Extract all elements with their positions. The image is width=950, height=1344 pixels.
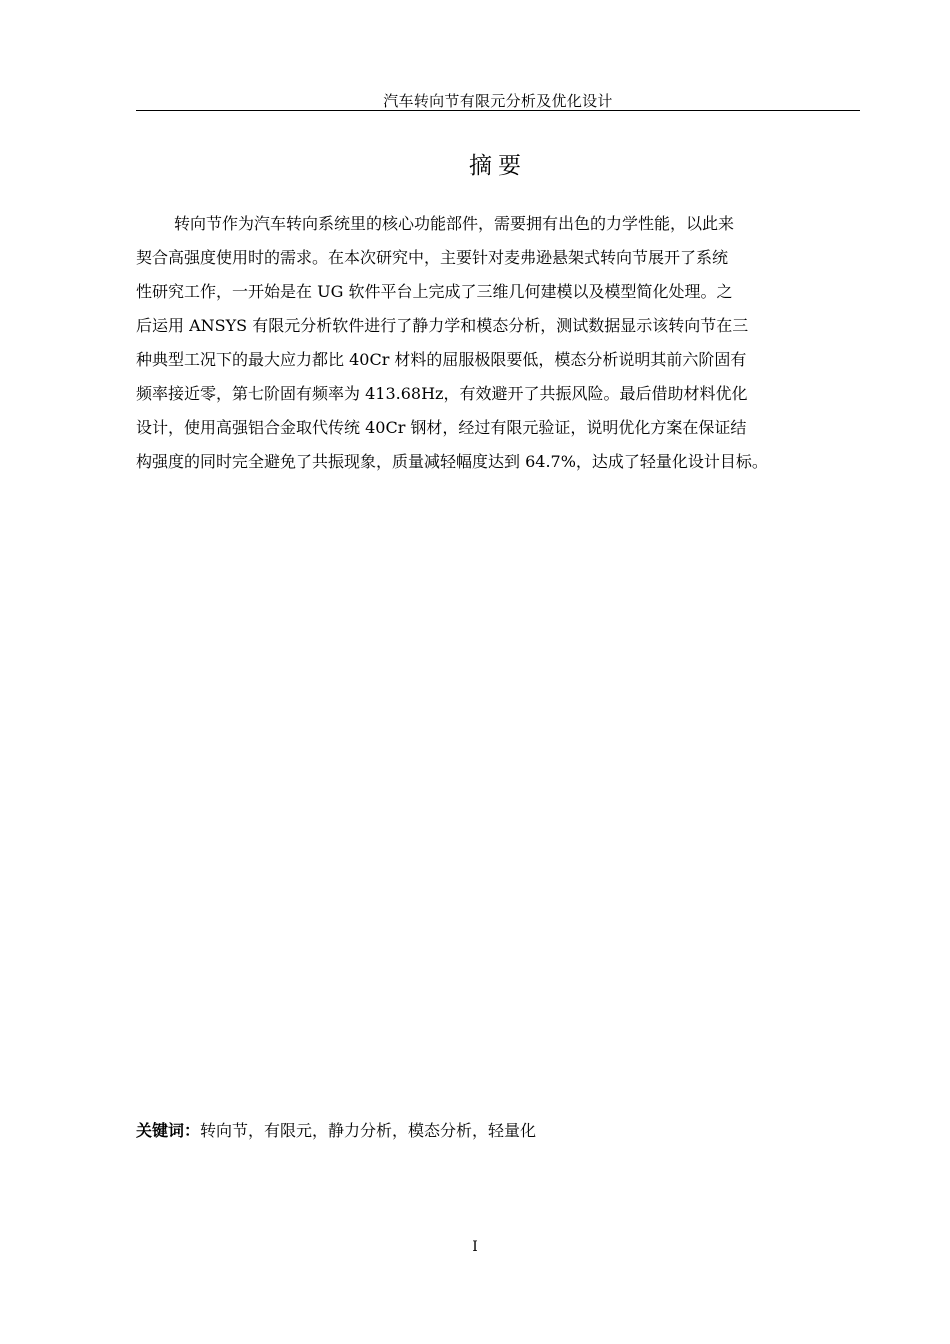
keywords-text: 转向节，有限元，静力分析，模态分析，轻量化 (200, 1121, 537, 1140)
abstract-line: 设计，使用高强铝合金取代传统 40Cr 钢材，经过有限元验证，说明优化方案在保证结 (136, 418, 747, 437)
abstract-body (136, 207, 866, 479)
keywords-line (136, 1118, 536, 1144)
keywords-label: 关键词： (136, 1121, 201, 1140)
abstract-line: 性研究工作，一开始是在 UG 软件平台上完成了三维几何建模以及模型简化处理。之 (136, 282, 733, 301)
abstract-line: 转向节作为汽车转向系统里的核心功能部件，需要拥有出色的力学性能，以此来 (174, 214, 735, 233)
running-header: 汽车转向节有限元分析及优化设计 (383, 92, 613, 110)
abstract-line: 契合高强度使用时的需求。在本次研究中，主要针对麦弗逊悬架式转向节展开了系统 (136, 248, 729, 267)
header-rule (136, 110, 860, 111)
abstract-line: 频率接近零，第七阶固有频率为 413.68Hz，有效避开了共振风险。最后借助材料优化 (136, 384, 748, 403)
abstract-line: 构强度的同时完全避免了共振现象，质量减轻幅度达到 64.7%，达成了轻量化设计目标。 (136, 452, 768, 471)
page-title: 摘要 (469, 153, 527, 179)
abstract-line: 后运用 ANSYS 有限元分析软件进行了静力学和模态分析，测试数据显示该转向节在三 (136, 316, 749, 335)
abstract-line: 种典型工况下的最大应力都比 40Cr 材料的屈服极限要低，模态分析说明其前六阶固有 (136, 350, 747, 369)
page-number: I (472, 1239, 478, 1255)
